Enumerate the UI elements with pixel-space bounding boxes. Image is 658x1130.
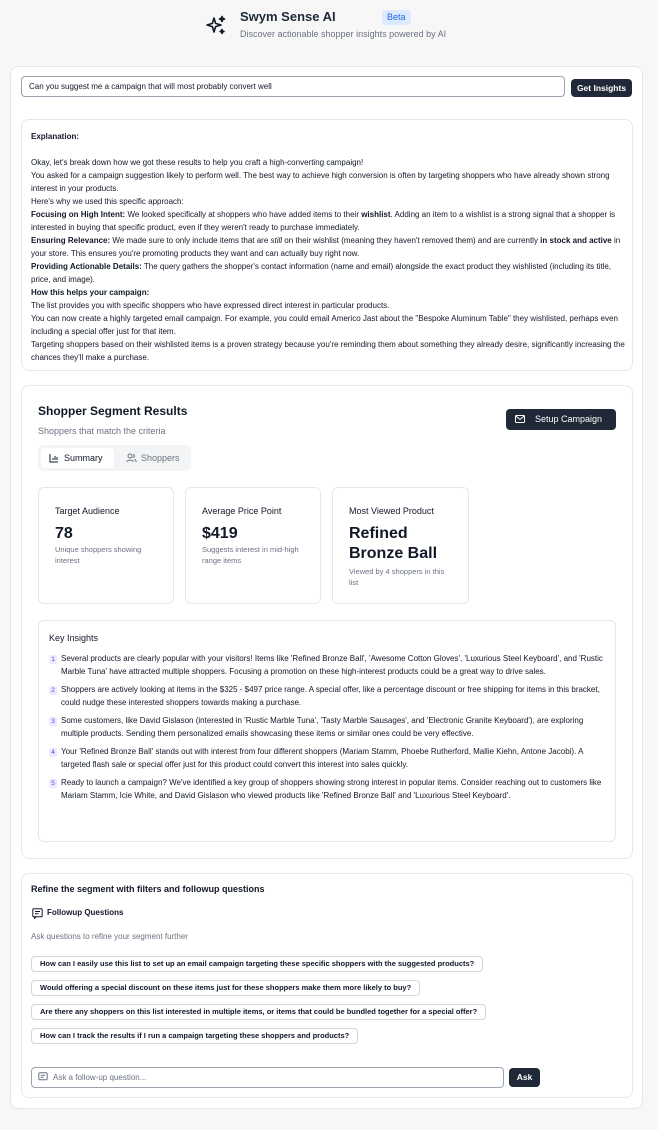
explanation-line: You can now create a highly targeted email campaign. For example, you could email Americo Jast about the "Bespoke Aluminum Table" they wishlisted, perhaps even including a special offer just for that item. bbox=[31, 314, 618, 336]
stat-value: Refined Bronze Ball bbox=[349, 525, 438, 562]
setup-campaign-button[interactable] bbox=[506, 409, 616, 430]
explanation-line: The list provides you with specific shoppers who have expressed direct interest in particular products. bbox=[31, 301, 390, 310]
followup-question-chip[interactable]: Would offering a special discount on these items just for these shoppers make them more likely to buy? bbox=[31, 980, 420, 996]
segment-title: Shopper Segment Results bbox=[38, 404, 188, 418]
app-subtitle: Discover actionable shopper insights powered by AI bbox=[240, 29, 447, 39]
bar-chart-icon bbox=[49, 453, 59, 463]
explanation-relevance: Ensuring Relevance: We made sure to only include items that are still on their wishlist (meaning they haven't removed them) and are currently in stock and active in your store. This ensures you're promoting products they want and can actually buy right now. bbox=[31, 236, 621, 258]
stat-note: Suggests interest in mid-high range items bbox=[202, 545, 299, 565]
stat-label: Target Audience bbox=[55, 506, 120, 516]
insight-item: 2 Shoppers are actively looking at items in the $325 - $497 price range. A special offer, like a percentage discount or free shipping for items in this bracket, could nudge these interested shoppers towards making a purchase. bbox=[49, 684, 605, 710]
tab-shoppers-label: Shoppers bbox=[141, 453, 180, 463]
sparkle-icon bbox=[204, 14, 228, 38]
followup-questions-label: Followup Questions bbox=[47, 908, 124, 917]
stat-value: 78 bbox=[55, 525, 73, 542]
insight-number: 4 bbox=[49, 748, 57, 757]
explanation-details: Providing Actionable Details: The query gathers the shopper's contact information (name and email) alongside the exact product they wishlisted (including its title, price, and image). bbox=[31, 262, 612, 284]
stat-note: Viewed by 4 shoppers in this list bbox=[349, 567, 445, 587]
tab-shoppers[interactable] bbox=[118, 448, 188, 468]
app-title: Swym Sense AI bbox=[240, 9, 336, 24]
stat-label: Most Viewed Product bbox=[349, 506, 434, 516]
explanation-helps-heading: How this helps your campaign: bbox=[31, 288, 150, 297]
mail-icon bbox=[515, 415, 525, 423]
explanation-heading: Explanation: bbox=[31, 132, 80, 141]
message-list-icon bbox=[32, 908, 43, 919]
refine-title: Refine the segment with filters and followup questions bbox=[31, 884, 265, 894]
explanation-line: You asked for a campaign suggestion likely to perform well. The best way to achieve high conversion is often by targeting shoppers who have already shown strong interest in your products. bbox=[31, 171, 610, 193]
stat-value: $419 bbox=[202, 525, 238, 542]
users-icon bbox=[126, 453, 137, 463]
segment-subtitle: Shoppers that match the criteria bbox=[38, 426, 166, 436]
query-input[interactable] bbox=[21, 76, 565, 97]
followup-input[interactable] bbox=[31, 1067, 504, 1088]
insight-number: 1 bbox=[49, 655, 57, 664]
explanation-text bbox=[31, 130, 625, 364]
key-insights-list bbox=[49, 653, 605, 808]
insight-item: 3 Some customers, like David Gislason (interested in 'Rustic Marble Tuna', 'Tasty Marble Sausages', and 'Electronic Granite Keyboard'), are exploring multiple products. Sending them personalized emails showcasing these items or similar ones could be very effective. bbox=[49, 715, 605, 741]
setup-campaign-label: Setup Campaign bbox=[535, 414, 603, 424]
ask-button[interactable]: Ask bbox=[509, 1068, 540, 1087]
segment-tabs bbox=[38, 445, 191, 471]
explanation-line: Here's why we used this specific approach: bbox=[31, 197, 184, 206]
beta-badge: Beta bbox=[382, 10, 411, 25]
key-insights-title: Key Insights bbox=[49, 633, 99, 643]
stat-card-most-viewed bbox=[332, 487, 469, 604]
followup-questions-subtitle: Ask questions to refine your segment further bbox=[31, 932, 188, 941]
followup-question-chip[interactable]: How can I easily use this list to set up an email campaign targeting these specific shoppers with the suggested products? bbox=[31, 956, 483, 972]
get-insights-button[interactable]: Get Insights bbox=[571, 79, 632, 97]
stat-card-average-price bbox=[185, 487, 321, 604]
tab-summary-label: Summary bbox=[64, 453, 103, 463]
explanation-line: Targeting shoppers based on their wishlisted items is a proven strategy because you're reminding them about something they already desire, significantly increasing the chances they'll make a purchase. bbox=[31, 340, 625, 362]
stat-note: Unique shoppers showing interest bbox=[55, 545, 142, 565]
insight-number: 3 bbox=[49, 717, 57, 726]
insight-item: 1 Several products are clearly popular with your visitors! Items like 'Refined Bronze Ball', 'Awesome Cotton Gloves', 'Luxurious Steel Keyboard', and 'Rustic Marble Tuna' have attracted multiple shoppers. Focusing a promotion on these high-interest products could be a great way to drive sales. bbox=[49, 653, 605, 679]
message-icon bbox=[38, 1072, 48, 1082]
explanation-intent: Focusing on High Intent: We looked specifically at shoppers who have added items to their wishlist. Adding an item to a wishlist is a strong signal that a shopper is interested in buying that specific product, even if they weren't ready to purchase immediately. bbox=[31, 210, 616, 232]
tab-summary[interactable] bbox=[41, 448, 114, 468]
followup-question-chip[interactable]: Are there any shoppers on this list interested in multiple items, or items that could be bundled together for a special offer? bbox=[31, 1004, 486, 1020]
followup-question-chip[interactable]: How can I track the results if I run a campaign targeting these shoppers and products? bbox=[31, 1028, 358, 1044]
insight-item: 5 Ready to launch a campaign? We've identified a key group of shoppers showing strong interest in popular items. Consider reaching out to customers like Mariam Stamm, Icie White, and David Gislason who viewed products like 'Refined Bronze Ball' and 'Luxurious Steel Keyboard'. bbox=[49, 777, 605, 803]
insight-item: 4 Your 'Refined Bronze Ball' stands out with interest from four different shoppers (Mariam Stamm, Phoebe Rutherford, Mallie Kiehn, Antone Jacobi). A targeted flash sale or special offer just for this product could convert this interest into sales quickly. bbox=[49, 746, 605, 772]
explanation-intro: Okay, let's break down how we got these results to help you craft a high-converting campaign! bbox=[31, 158, 364, 167]
stat-card-target-audience bbox=[38, 487, 174, 604]
insight-number: 5 bbox=[49, 779, 57, 788]
insight-number: 2 bbox=[49, 686, 57, 695]
stat-label: Average Price Point bbox=[202, 506, 282, 516]
app-header bbox=[0, 0, 658, 60]
